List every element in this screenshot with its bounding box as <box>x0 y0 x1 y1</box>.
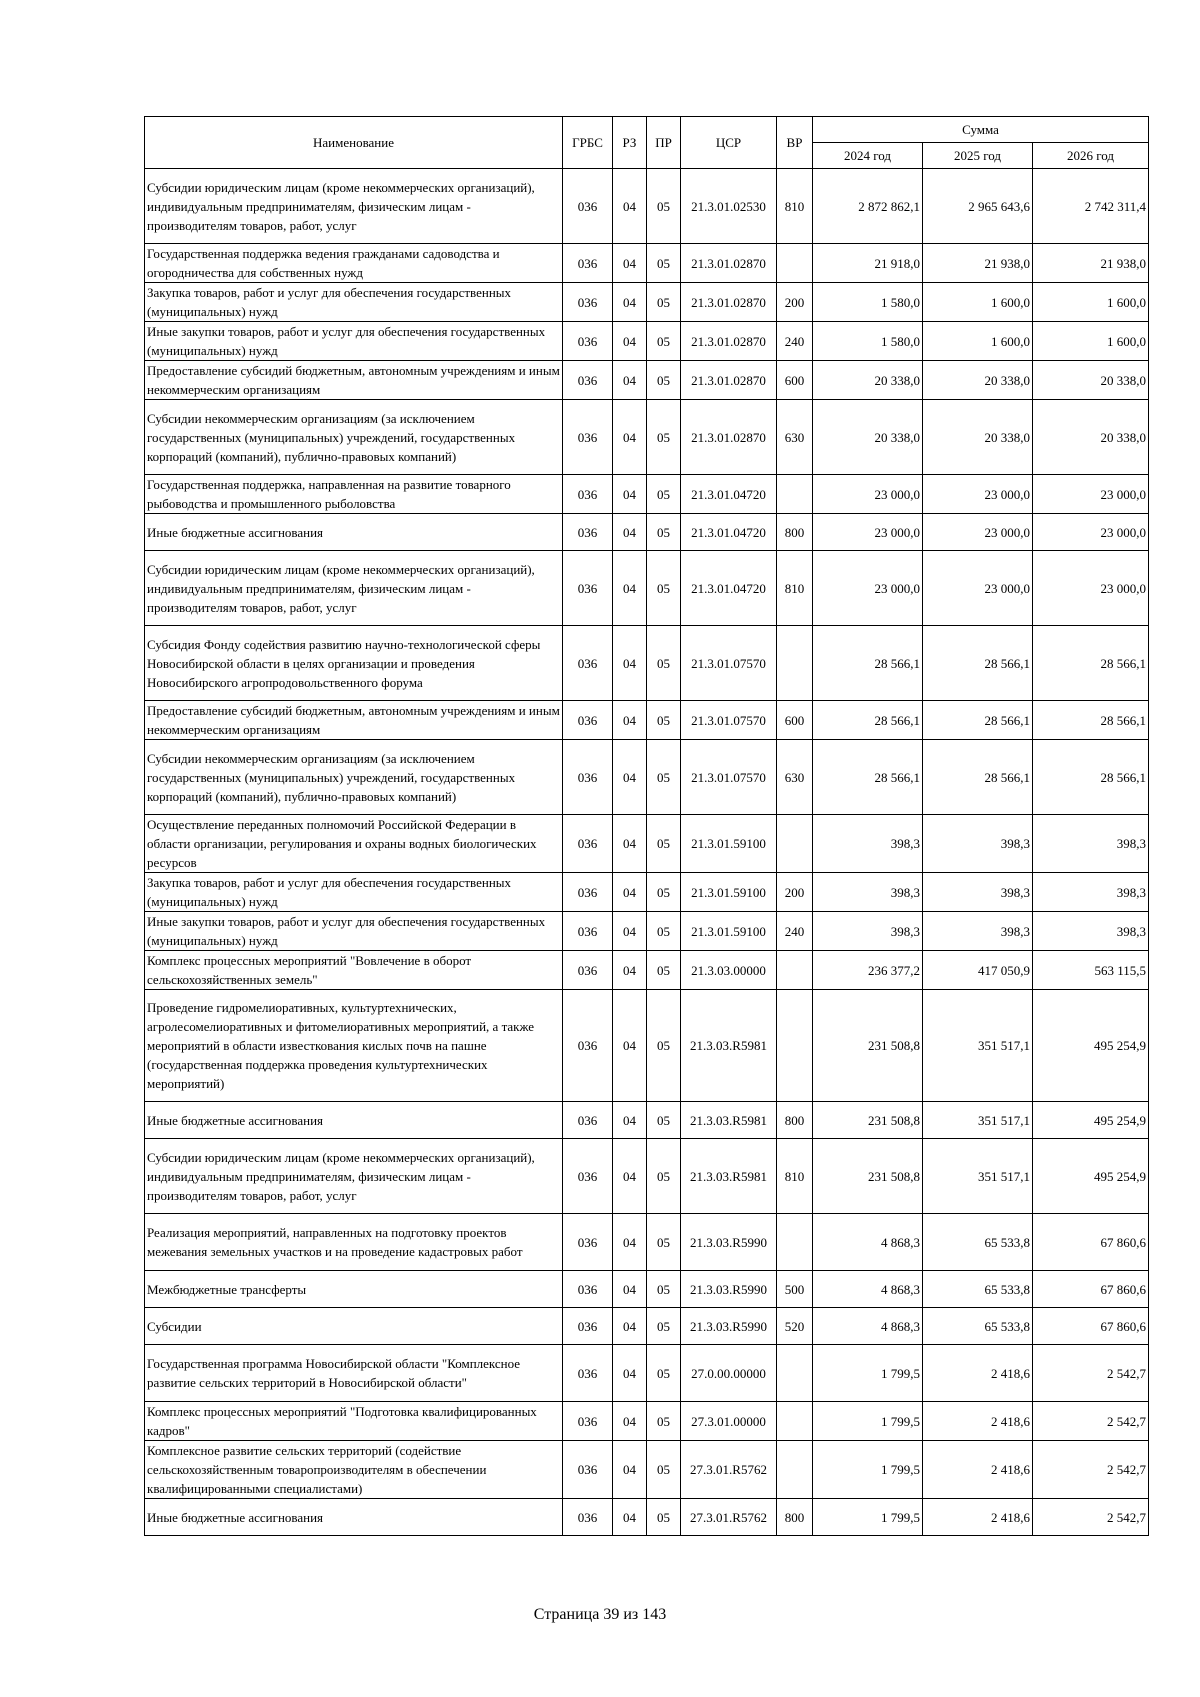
row-amount-2024: 4 868,3 <box>813 1308 923 1345</box>
row-amount-2025: 2 418,6 <box>923 1499 1033 1536</box>
row-vr: 200 <box>777 283 813 322</box>
row-csr: 21.3.01.02530 <box>681 169 777 244</box>
row-amount-2025: 1 600,0 <box>923 322 1033 361</box>
row-vr <box>777 1402 813 1441</box>
row-vr: 800 <box>777 514 813 551</box>
row-amount-2026: 21 938,0 <box>1033 244 1149 283</box>
row-rz: 04 <box>613 912 647 951</box>
row-amount-2025: 417 050,9 <box>923 951 1033 990</box>
row-rz: 04 <box>613 1402 647 1441</box>
row-grbs: 036 <box>563 400 613 475</box>
row-pr: 05 <box>647 1308 681 1345</box>
row-pr: 05 <box>647 400 681 475</box>
table-row <box>145 1102 1149 1139</box>
row-rz: 04 <box>613 626 647 701</box>
row-grbs: 036 <box>563 1214 613 1271</box>
row-vr <box>777 990 813 1102</box>
table-row <box>145 990 1149 1102</box>
row-grbs: 036 <box>563 283 613 322</box>
header-year-2025: 2025 год <box>923 143 1033 169</box>
row-rz: 04 <box>613 701 647 740</box>
row-pr: 05 <box>647 244 681 283</box>
row-amount-2025: 28 566,1 <box>923 740 1033 815</box>
row-amount-2025: 1 600,0 <box>923 283 1033 322</box>
table-row <box>145 912 1149 951</box>
row-amount-2026: 23 000,0 <box>1033 551 1149 626</box>
row-vr: 600 <box>777 361 813 400</box>
row-name: Реализация мероприятий, направленных на подготовку проектов межевания земельных участков и на проведение кадастровых работ <box>145 1214 563 1271</box>
table-row <box>145 1214 1149 1271</box>
row-amount-2024: 2 872 862,1 <box>813 169 923 244</box>
row-amount-2025: 398,3 <box>923 815 1033 873</box>
row-csr: 21.3.01.59100 <box>681 815 777 873</box>
table-body <box>145 169 1149 1536</box>
row-name: Субсидии юридическим лицам (кроме некоммерческих организаций), индивидуальным предпринимателям, физическим лицам - производителям товаров, работ, услуг <box>145 169 563 244</box>
row-rz: 04 <box>613 322 647 361</box>
row-amount-2024: 28 566,1 <box>813 701 923 740</box>
row-amount-2024: 23 000,0 <box>813 551 923 626</box>
row-amount-2024: 1 799,5 <box>813 1402 923 1441</box>
row-amount-2026: 67 860,6 <box>1033 1271 1149 1308</box>
row-amount-2024: 398,3 <box>813 873 923 912</box>
row-amount-2025: 65 533,8 <box>923 1214 1033 1271</box>
row-grbs: 036 <box>563 1441 613 1499</box>
row-grbs: 036 <box>563 475 613 514</box>
table-row <box>145 1345 1149 1402</box>
row-rz: 04 <box>613 169 647 244</box>
row-vr: 810 <box>777 1139 813 1214</box>
row-amount-2024: 231 508,8 <box>813 990 923 1102</box>
row-amount-2026: 495 254,9 <box>1033 1139 1149 1214</box>
row-name: Государственная программа Новосибирской области "Комплексное развитие сельских территорий в Новосибирской области" <box>145 1345 563 1402</box>
row-pr: 05 <box>647 514 681 551</box>
table-row <box>145 244 1149 283</box>
row-csr: 21.3.01.02870 <box>681 322 777 361</box>
row-vr: 810 <box>777 551 813 626</box>
header-name: Наименование <box>145 117 563 169</box>
page-number: Страница 39 из 143 <box>533 1606 667 1623</box>
row-rz: 04 <box>613 951 647 990</box>
row-vr: 800 <box>777 1499 813 1536</box>
row-amount-2025: 2 418,6 <box>923 1345 1033 1402</box>
table-row <box>145 1499 1149 1536</box>
row-amount-2026: 28 566,1 <box>1033 701 1149 740</box>
row-csr: 21.3.01.02870 <box>681 361 777 400</box>
header-year-2024: 2024 год <box>813 143 923 169</box>
table-row <box>145 1402 1149 1441</box>
table-row <box>145 701 1149 740</box>
row-amount-2024: 1 580,0 <box>813 283 923 322</box>
row-rz: 04 <box>613 551 647 626</box>
row-amount-2024: 23 000,0 <box>813 475 923 514</box>
row-vr <box>777 475 813 514</box>
row-vr <box>777 1441 813 1499</box>
row-name: Субсидии юридическим лицам (кроме некоммерческих организаций), индивидуальным предпринимателям, физическим лицам - производителям товаров, работ, услуг <box>145 551 563 626</box>
row-name: Субсидии некоммерческим организациям (за исключением государственных (муниципальных) учреждений, государственных корпораций (компаний), публично-правовых компаний) <box>145 740 563 815</box>
row-amount-2025: 23 000,0 <box>923 514 1033 551</box>
row-name: Проведение гидромелиоративных, культуртехнических, агролесомелиоративных и фитомелиоративных мероприятий, а также мероприятий в области известкования кислых почв на пашне (государственная поддержка проведения культуртехнических мероприятий) <box>145 990 563 1102</box>
row-amount-2025: 2 965 643,6 <box>923 169 1033 244</box>
row-amount-2026: 20 338,0 <box>1033 361 1149 400</box>
row-grbs: 036 <box>563 514 613 551</box>
row-csr: 21.3.01.04720 <box>681 475 777 514</box>
row-name: Иные бюджетные ассигнования <box>145 1102 563 1139</box>
header-year-2026: 2026 год <box>1033 143 1149 169</box>
row-amount-2025: 2 418,6 <box>923 1441 1033 1499</box>
row-amount-2026: 2 542,7 <box>1033 1402 1149 1441</box>
row-amount-2024: 398,3 <box>813 815 923 873</box>
table-row <box>145 551 1149 626</box>
row-rz: 04 <box>613 1441 647 1499</box>
row-grbs: 036 <box>563 322 613 361</box>
row-vr <box>777 1345 813 1402</box>
row-rz: 04 <box>613 283 647 322</box>
row-pr: 05 <box>647 1441 681 1499</box>
row-pr: 05 <box>647 1139 681 1214</box>
budget-table <box>144 116 1149 1536</box>
row-amount-2026: 2 542,7 <box>1033 1345 1149 1402</box>
row-grbs: 036 <box>563 361 613 400</box>
row-rz: 04 <box>613 1271 647 1308</box>
row-amount-2026: 28 566,1 <box>1033 740 1149 815</box>
row-grbs: 036 <box>563 701 613 740</box>
row-pr: 05 <box>647 626 681 701</box>
row-amount-2024: 231 508,8 <box>813 1139 923 1214</box>
row-rz: 04 <box>613 1499 647 1536</box>
row-amount-2024: 23 000,0 <box>813 514 923 551</box>
header-sum: Сумма <box>813 117 1149 143</box>
table-row <box>145 1271 1149 1308</box>
row-name: Субсидии некоммерческим организациям (за исключением государственных (муниципальных) учреждений, государственных корпораций (компаний), публично-правовых компаний) <box>145 400 563 475</box>
table-row <box>145 514 1149 551</box>
row-amount-2026: 28 566,1 <box>1033 626 1149 701</box>
row-csr: 21.3.01.02870 <box>681 283 777 322</box>
row-csr: 21.3.03.R5990 <box>681 1214 777 1271</box>
row-pr: 05 <box>647 1214 681 1271</box>
row-amount-2026: 563 115,5 <box>1033 951 1149 990</box>
row-pr: 05 <box>647 361 681 400</box>
row-grbs: 036 <box>563 990 613 1102</box>
row-vr <box>777 244 813 283</box>
row-amount-2026: 2 542,7 <box>1033 1499 1149 1536</box>
row-pr: 05 <box>647 951 681 990</box>
row-pr: 05 <box>647 701 681 740</box>
row-amount-2026: 23 000,0 <box>1033 514 1149 551</box>
row-name: Субсидия Фонду содействия развитию научно-технологической сферы Новосибирской области в целях организации и проведения Новосибирского агропродовольственного форума <box>145 626 563 701</box>
row-amount-2024: 20 338,0 <box>813 400 923 475</box>
table-row <box>145 740 1149 815</box>
row-vr: 800 <box>777 1102 813 1139</box>
row-vr <box>777 626 813 701</box>
row-amount-2024: 236 377,2 <box>813 951 923 990</box>
row-rz: 04 <box>613 1345 647 1402</box>
row-pr: 05 <box>647 990 681 1102</box>
row-amount-2025: 28 566,1 <box>923 626 1033 701</box>
row-csr: 27.3.01.R5762 <box>681 1499 777 1536</box>
row-amount-2024: 28 566,1 <box>813 626 923 701</box>
row-csr: 21.3.01.59100 <box>681 873 777 912</box>
row-amount-2026: 2 542,7 <box>1033 1441 1149 1499</box>
row-pr: 05 <box>647 169 681 244</box>
table-row <box>145 475 1149 514</box>
row-vr: 810 <box>777 169 813 244</box>
row-amount-2024: 1 799,5 <box>813 1345 923 1402</box>
row-grbs: 036 <box>563 740 613 815</box>
row-csr: 21.3.01.07570 <box>681 701 777 740</box>
row-csr: 21.3.01.04720 <box>681 551 777 626</box>
table-row <box>145 322 1149 361</box>
row-vr: 240 <box>777 322 813 361</box>
row-csr: 21.3.03.00000 <box>681 951 777 990</box>
row-name: Государственная поддержка ведения гражданами садоводства и огородничества для собственных нужд <box>145 244 563 283</box>
row-grbs: 036 <box>563 1402 613 1441</box>
row-name: Закупка товаров, работ и услуг для обеспечения государственных (муниципальных) нужд <box>145 283 563 322</box>
row-pr: 05 <box>647 1499 681 1536</box>
row-csr: 21.3.01.07570 <box>681 626 777 701</box>
row-csr: 27.3.01.00000 <box>681 1402 777 1441</box>
row-rz: 04 <box>613 400 647 475</box>
row-rz: 04 <box>613 740 647 815</box>
row-csr: 21.3.03.R5981 <box>681 1102 777 1139</box>
row-amount-2024: 28 566,1 <box>813 740 923 815</box>
header-grbs: ГРБС <box>563 117 613 169</box>
row-pr: 05 <box>647 1402 681 1441</box>
row-amount-2024: 398,3 <box>813 912 923 951</box>
row-name: Иные бюджетные ассигнования <box>145 514 563 551</box>
row-grbs: 036 <box>563 1345 613 1402</box>
row-csr: 21.3.03.R5981 <box>681 1139 777 1214</box>
row-grbs: 036 <box>563 551 613 626</box>
budget-table-container <box>144 116 1148 1536</box>
table-row <box>145 626 1149 701</box>
row-pr: 05 <box>647 475 681 514</box>
row-amount-2026: 2 742 311,4 <box>1033 169 1149 244</box>
row-rz: 04 <box>613 475 647 514</box>
row-rz: 04 <box>613 990 647 1102</box>
row-rz: 04 <box>613 1139 647 1214</box>
row-pr: 05 <box>647 873 681 912</box>
header-vr: ВР <box>777 117 813 169</box>
row-csr: 27.0.00.00000 <box>681 1345 777 1402</box>
row-csr: 21.3.01.04720 <box>681 514 777 551</box>
table-row <box>145 873 1149 912</box>
row-vr: 600 <box>777 701 813 740</box>
row-vr <box>777 1214 813 1271</box>
table-row <box>145 951 1149 990</box>
row-grbs: 036 <box>563 244 613 283</box>
row-amount-2025: 398,3 <box>923 912 1033 951</box>
row-csr: 27.3.01.R5762 <box>681 1441 777 1499</box>
row-amount-2025: 28 566,1 <box>923 701 1033 740</box>
row-name: Государственная поддержка, направленная на развитие товарного рыбоводства и промышленного рыболовства <box>145 475 563 514</box>
row-amount-2025: 65 533,8 <box>923 1271 1033 1308</box>
row-grbs: 036 <box>563 1499 613 1536</box>
row-vr: 520 <box>777 1308 813 1345</box>
row-pr: 05 <box>647 912 681 951</box>
row-amount-2025: 351 517,1 <box>923 1139 1033 1214</box>
row-pr: 05 <box>647 322 681 361</box>
row-amount-2025: 23 000,0 <box>923 551 1033 626</box>
table-row <box>145 815 1149 873</box>
row-grbs: 036 <box>563 1308 613 1345</box>
row-pr: 05 <box>647 1345 681 1402</box>
row-amount-2026: 1 600,0 <box>1033 283 1149 322</box>
row-pr: 05 <box>647 1271 681 1308</box>
row-pr: 05 <box>647 283 681 322</box>
row-amount-2024: 4 868,3 <box>813 1214 923 1271</box>
table-row <box>145 1308 1149 1345</box>
row-name: Субсидии юридическим лицам (кроме некоммерческих организаций), индивидуальным предпринимателям, физическим лицам - производителям товаров, работ, услуг <box>145 1139 563 1214</box>
row-pr: 05 <box>647 815 681 873</box>
row-csr: 21.3.01.02870 <box>681 400 777 475</box>
table-row <box>145 169 1149 244</box>
row-csr: 21.3.01.59100 <box>681 912 777 951</box>
row-vr <box>777 951 813 990</box>
row-grbs: 036 <box>563 951 613 990</box>
row-amount-2026: 1 600,0 <box>1033 322 1149 361</box>
row-rz: 04 <box>613 514 647 551</box>
row-name: Закупка товаров, работ и услуг для обеспечения государственных (муниципальных) нужд <box>145 873 563 912</box>
row-amount-2025: 351 517,1 <box>923 1102 1033 1139</box>
header-pr: ПР <box>647 117 681 169</box>
row-name: Комплексное развитие сельских территорий (содействие сельскохозяйственным товаропроизводителям в обеспечении квалифицированными специалистами) <box>145 1441 563 1499</box>
row-vr: 630 <box>777 740 813 815</box>
table-row <box>145 283 1149 322</box>
row-amount-2025: 351 517,1 <box>923 990 1033 1102</box>
row-grbs: 036 <box>563 1139 613 1214</box>
row-amount-2026: 67 860,6 <box>1033 1214 1149 1271</box>
row-name: Иные закупки товаров, работ и услуг для обеспечения государственных (муниципальных) нужд <box>145 322 563 361</box>
table-row <box>145 1139 1149 1214</box>
row-amount-2026: 67 860,6 <box>1033 1308 1149 1345</box>
row-grbs: 036 <box>563 912 613 951</box>
row-rz: 04 <box>613 815 647 873</box>
header-csr: ЦСР <box>681 117 777 169</box>
row-rz: 04 <box>613 1102 647 1139</box>
row-vr <box>777 815 813 873</box>
row-amount-2025: 20 338,0 <box>923 400 1033 475</box>
row-amount-2024: 1 799,5 <box>813 1441 923 1499</box>
row-amount-2024: 231 508,8 <box>813 1102 923 1139</box>
row-rz: 04 <box>613 244 647 283</box>
row-csr: 21.3.03.R5990 <box>681 1271 777 1308</box>
row-csr: 21.3.03.R5981 <box>681 990 777 1102</box>
row-vr: 500 <box>777 1271 813 1308</box>
row-vr: 630 <box>777 400 813 475</box>
row-amount-2024: 21 918,0 <box>813 244 923 283</box>
row-grbs: 036 <box>563 169 613 244</box>
row-pr: 05 <box>647 551 681 626</box>
row-grbs: 036 <box>563 1271 613 1308</box>
row-amount-2024: 1 580,0 <box>813 322 923 361</box>
row-csr: 21.3.01.02870 <box>681 244 777 283</box>
row-amount-2024: 1 799,5 <box>813 1499 923 1536</box>
row-pr: 05 <box>647 740 681 815</box>
row-grbs: 036 <box>563 873 613 912</box>
header-rz: РЗ <box>613 117 647 169</box>
row-vr: 200 <box>777 873 813 912</box>
row-amount-2024: 4 868,3 <box>813 1271 923 1308</box>
row-amount-2025: 2 418,6 <box>923 1402 1033 1441</box>
table-row <box>145 361 1149 400</box>
row-name: Комплекс процессных мероприятий "Подготовка квалифицированных кадров" <box>145 1402 563 1441</box>
row-amount-2025: 21 938,0 <box>923 244 1033 283</box>
row-amount-2025: 23 000,0 <box>923 475 1033 514</box>
row-amount-2026: 398,3 <box>1033 873 1149 912</box>
row-grbs: 036 <box>563 815 613 873</box>
row-vr: 240 <box>777 912 813 951</box>
row-name: Межбюджетные трансферты <box>145 1271 563 1308</box>
row-rz: 04 <box>613 361 647 400</box>
row-amount-2026: 20 338,0 <box>1033 400 1149 475</box>
table-row <box>145 400 1149 475</box>
row-amount-2026: 495 254,9 <box>1033 1102 1149 1139</box>
row-name: Субсидии <box>145 1308 563 1345</box>
row-name: Предоставление субсидий бюджетным, автономным учреждениям и иным некоммерческим организациям <box>145 361 563 400</box>
row-amount-2026: 398,3 <box>1033 912 1149 951</box>
row-name: Предоставление субсидий бюджетным, автономным учреждениям и иным некоммерческим организациям <box>145 701 563 740</box>
row-amount-2026: 23 000,0 <box>1033 475 1149 514</box>
row-amount-2026: 495 254,9 <box>1033 990 1149 1102</box>
row-amount-2025: 20 338,0 <box>923 361 1033 400</box>
row-amount-2024: 20 338,0 <box>813 361 923 400</box>
row-name: Иные бюджетные ассигнования <box>145 1499 563 1536</box>
row-rz: 04 <box>613 873 647 912</box>
row-rz: 04 <box>613 1214 647 1271</box>
row-amount-2026: 398,3 <box>1033 815 1149 873</box>
row-name: Иные закупки товаров, работ и услуг для обеспечения государственных (муниципальных) нужд <box>145 912 563 951</box>
row-amount-2025: 398,3 <box>923 873 1033 912</box>
row-grbs: 036 <box>563 1102 613 1139</box>
row-grbs: 036 <box>563 626 613 701</box>
row-amount-2025: 65 533,8 <box>923 1308 1033 1345</box>
row-name: Комплекс процессных мероприятий "Вовлечение в оборот сельскохозяйственных земель" <box>145 951 563 990</box>
row-pr: 05 <box>647 1102 681 1139</box>
row-csr: 21.3.01.07570 <box>681 740 777 815</box>
row-csr: 21.3.03.R5990 <box>681 1308 777 1345</box>
table-row <box>145 1441 1149 1499</box>
row-name: Осуществление переданных полномочий Российской Федерации в области организации, регулирования и охраны водных биологических ресурсов <box>145 815 563 873</box>
row-rz: 04 <box>613 1308 647 1345</box>
